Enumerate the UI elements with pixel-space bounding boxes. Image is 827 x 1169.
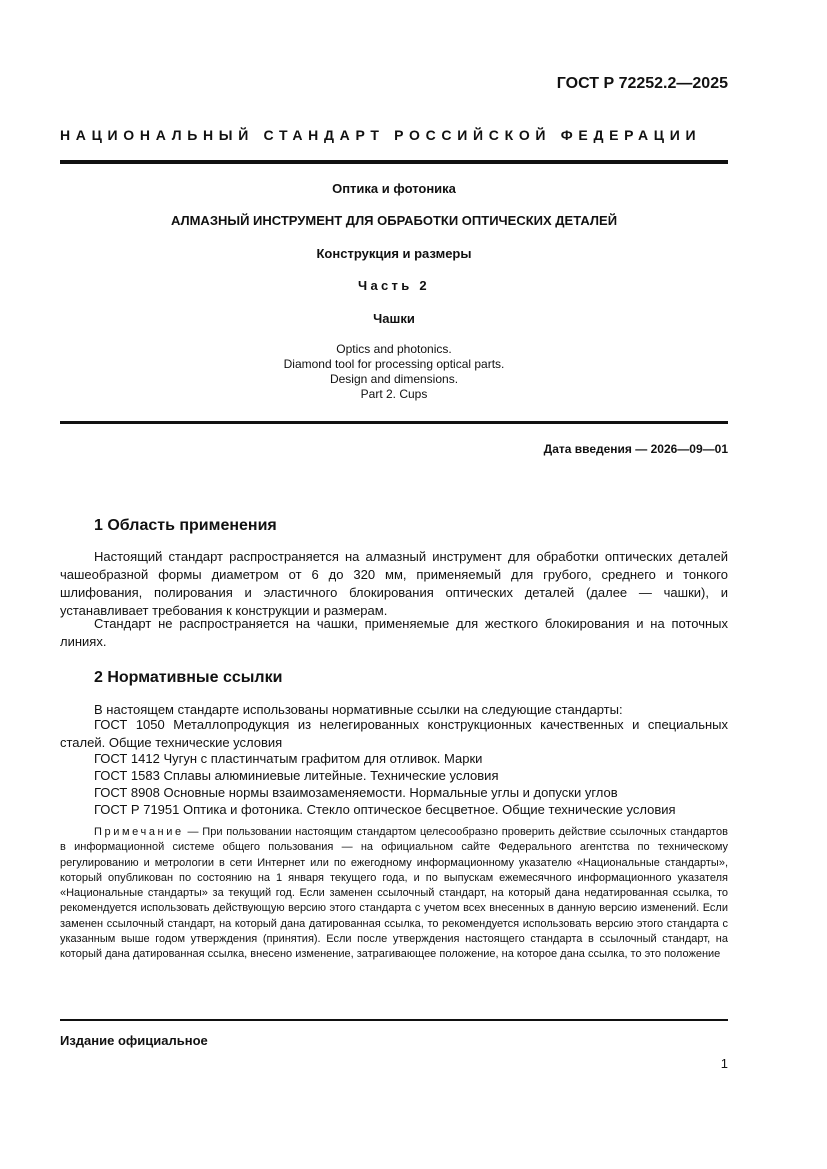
main-title: АЛМАЗНЫЙ ИНСТРУМЕНТ ДЛЯ ОБРАБОТКИ ОПТИЧЕСКИХ ДЕТАЛЕЙ — [170, 213, 618, 228]
field-title: Оптика и фотоника — [332, 181, 456, 196]
page-number: 1 — [720, 1056, 728, 1071]
english-title-line: Design and dimensions. — [329, 372, 459, 386]
title-divider — [60, 421, 728, 424]
part-name: Чашки — [373, 311, 415, 326]
section-2-heading: 2 Нормативные ссылки — [94, 669, 283, 686]
normative-reference: ГОСТ 8908 Основные нормы взаимозаменяемости. Нормальные углы и допуски углов — [94, 785, 618, 800]
header-divider — [60, 160, 728, 164]
english-title-line: Diamond tool for processing optical parts. — [283, 357, 505, 371]
section-2-intro: В настоящем стандарте использованы нормативные ссылки на следующие стандарты: — [94, 702, 623, 717]
english-title-line: Optics and photonics. — [336, 342, 452, 356]
footer-divider — [60, 1019, 728, 1021]
official-edition-label: Издание официальное — [60, 1033, 208, 1048]
note-text: — При пользовании настоящим стандартом целесообразно проверить действие ссылочных стандартов в информационной системе общего пользования — на официальном сайте Федерального агентства по техническому регулированию и метрологии в сети Интернет или по ежегодному информационному указателю «Национальные стандарты», который опубликован по состоянию на 1 января текущего года, и по выпускам ежемесячного информационного указателя «Национальные стандарты» за текущий год. Если заменен ссылочный стандарт, на который дана недатированная ссылка, то рекомендуется использовать действующую версию этого стандарта с учетом всех внесенных в данную версию изменений. Если заменен ссылочный стандарт, на который дана датированная ссылка, то рекомендуется использовать версию этого стандарта с указанным выше годом утверждения (принятия). Если после утверждения настоящего стандарта в ссылочный стандарт, на который дана датированная ссылка, внесено изменение, затрагивающее положение, на которое дана ссылка, то это положение — [60, 826, 728, 961]
national-standard-banner: НАЦИОНАЛЬНЫЙ СТАНДАРТ РОССИЙСКОЙ ФЕДЕРАЦИИ — [60, 127, 702, 143]
part-number: Часть 2 — [358, 278, 430, 293]
normative-reference: ГОСТ 1050 Металлопродукция из нелегированных конструкционных качественных и специальных сталей. Общие технические условия — [60, 717, 728, 750]
subtitle: Конструкция и размеры — [316, 246, 472, 261]
normative-reference: ГОСТ 1412 Чугун с пластинчатым графитом для отливок. Марки — [94, 751, 483, 766]
note-label: Примечание — [94, 826, 184, 838]
section-1-paragraph: Стандарт не распространяется на чашки, применяемые для жесткого блокирования и на поточных линиях. — [60, 616, 728, 649]
note-paragraph — [60, 825, 728, 963]
normative-reference: ГОСТ Р 71951 Оптика и фотоника. Стекло оптическое бесцветное. Общие технические условия — [94, 802, 676, 817]
section-1-paragraph: Настоящий стандарт распространяется на алмазный инструмент для обработки оптических деталей чашеобразной формы диаметром от 6 до 320 мм, применяемый для грубого, среднего и тонкого шлифования, полирования и эластичного блокирования оптических деталей (далее — чашки), и устанавливает требования к конструкции и размерам. — [60, 549, 728, 618]
normative-reference: ГОСТ 1583 Сплавы алюминиевые литейные. Технические условия — [94, 768, 499, 783]
english-title-line: Part 2. Cups — [360, 387, 428, 401]
document-number: ГОСТ Р 72252.2—2025 — [556, 75, 728, 92]
section-1-heading: 1 Область применения — [94, 517, 277, 534]
introduction-date: Дата введения — 2026—09—01 — [543, 442, 728, 456]
english-title — [60, 342, 728, 402]
